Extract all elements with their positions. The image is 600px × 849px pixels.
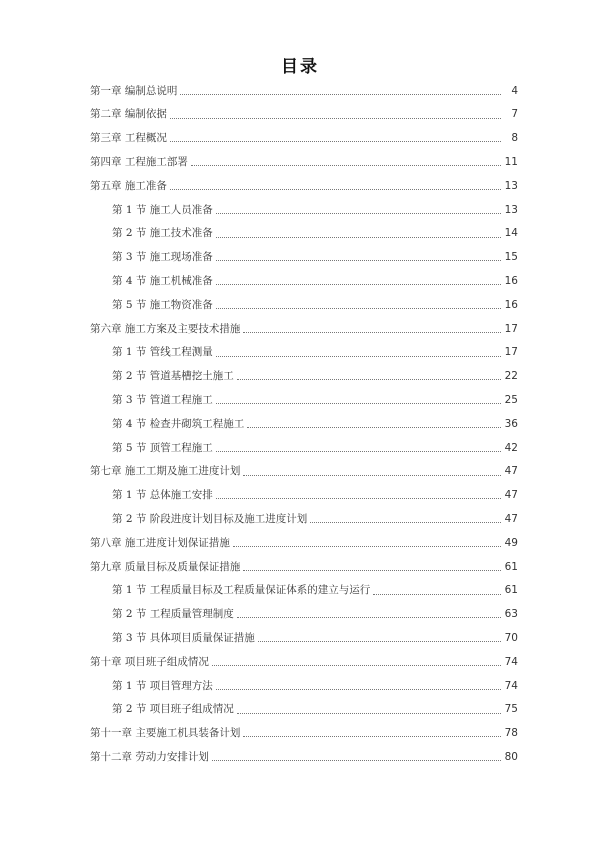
dot-leader (216, 307, 501, 309)
toc-entry-page-number: 47 (504, 465, 518, 478)
toc-entry-label: 第 1 节 项目管理方法 (112, 679, 213, 692)
toc-section-entry[interactable] (90, 626, 518, 650)
dot-leader (243, 474, 501, 476)
toc-entry-page-number: 80 (504, 750, 518, 763)
dot-leader (216, 497, 501, 499)
toc-chapter-entry[interactable] (90, 174, 518, 198)
toc-entry-label: 第十章 项目班子组成情况 (90, 655, 209, 668)
dot-leader (216, 236, 501, 238)
dot-leader (212, 759, 501, 761)
dot-leader (373, 593, 501, 595)
toc-entry-label: 第 3 节 具体项目质量保证措施 (112, 631, 255, 644)
toc-entry-label: 第五章 施工准备 (90, 179, 167, 192)
toc-section-entry[interactable] (90, 698, 518, 722)
dot-leader (180, 93, 501, 95)
toc-entry-label: 第 2 节 工程质量管理制度 (112, 608, 234, 621)
toc-section-entry[interactable] (90, 603, 518, 627)
toc-section-entry[interactable] (90, 507, 518, 531)
toc-chapter-entry[interactable] (90, 79, 518, 103)
dot-leader (247, 426, 501, 428)
dot-leader (216, 450, 501, 452)
dot-leader (237, 378, 501, 380)
toc-chapter-entry[interactable] (90, 722, 518, 746)
toc-entry-page-number: 61 (504, 560, 518, 573)
dot-leader (216, 402, 501, 404)
toc-section-entry[interactable] (90, 484, 518, 508)
toc-entry-page-number: 13 (504, 203, 518, 216)
toc-entry-page-number: 16 (504, 298, 518, 311)
dot-leader (170, 140, 501, 142)
toc-section-entry[interactable] (90, 222, 518, 246)
toc-section-entry[interactable] (90, 388, 518, 412)
toc-entry-page-number: 17 (504, 346, 518, 359)
toc-chapter-entry[interactable] (90, 460, 518, 484)
toc-entry-page-number: 74 (504, 655, 518, 668)
toc-chapter-entry[interactable] (90, 103, 518, 127)
dot-leader (243, 331, 501, 333)
toc-section-entry[interactable] (90, 674, 518, 698)
toc-section-entry[interactable] (90, 436, 518, 460)
toc-chapter-entry[interactable] (90, 555, 518, 579)
toc-entry-page-number: 16 (504, 275, 518, 288)
toc-section-entry[interactable] (90, 412, 518, 436)
dot-leader (237, 712, 501, 714)
toc-entry-label: 第 2 节 管道基槽挖土施工 (112, 370, 234, 383)
toc-chapter-entry[interactable] (90, 745, 518, 769)
toc-entry-page-number: 74 (504, 679, 518, 692)
table-of-contents (90, 79, 518, 769)
toc-entry-page-number: 7 (511, 108, 518, 121)
toc-entry-label: 第十一章 主要施工机具装备计划 (90, 727, 241, 740)
toc-entry-page-number: 13 (504, 179, 518, 192)
toc-entry-page-number: 25 (504, 394, 518, 406)
toc-chapter-entry[interactable] (90, 531, 518, 555)
toc-entry-label: 第三章 工程概况 (90, 132, 167, 145)
dot-leader (216, 259, 501, 261)
dot-leader (216, 355, 501, 357)
toc-entry-label: 第 4 节 检查井砌筑工程施工 (112, 417, 245, 430)
toc-entry-page-number: 78 (504, 727, 518, 740)
toc-entry-page-number: 8 (511, 132, 518, 145)
dot-leader (216, 688, 501, 690)
toc-entry-page-number: 47 (504, 512, 518, 525)
dot-leader (310, 521, 501, 523)
toc-entry-label: 第 2 节 阶段进度计划目标及施工进度计划 (112, 512, 308, 525)
toc-entry-label: 第 1 节 管线工程测量 (112, 346, 213, 359)
toc-entry-label: 第 5 节 施工物资准备 (112, 298, 213, 311)
toc-entry-label: 第七章 施工工期及施工进度计划 (90, 465, 241, 478)
toc-chapter-entry[interactable] (90, 150, 518, 174)
toc-entry-page-number: 17 (504, 322, 518, 335)
dot-leader (258, 640, 501, 642)
toc-entry-page-number: 70 (504, 631, 518, 644)
toc-entry-label: 第 1 节 工程质量目标及工程质量保证体系的建立与运行 (112, 584, 371, 597)
toc-entry-page-number: 11 (504, 156, 518, 169)
toc-entry-label: 第十二章 劳动力安排计划 (90, 750, 209, 763)
toc-entry-label: 第九章 质量目标及质量保证措施 (90, 560, 241, 573)
toc-entry-label: 第 1 节 总体施工安排 (112, 489, 213, 502)
dot-leader (212, 664, 501, 666)
toc-chapter-entry[interactable] (90, 127, 518, 151)
dot-leader (233, 545, 501, 547)
toc-entry-page-number: 75 (504, 703, 518, 716)
toc-entry-page-number: 14 (504, 227, 518, 240)
page-title: 目录 (281, 57, 319, 77)
toc-section-entry[interactable] (90, 198, 518, 222)
toc-entry-page-number: 49 (504, 536, 518, 549)
toc-section-entry[interactable] (90, 365, 518, 389)
toc-entry-page-number: 42 (504, 441, 518, 454)
toc-entry-label: 第 5 节 顶管工程施工 (112, 441, 213, 454)
toc-entry-page-number: 22 (504, 370, 518, 383)
toc-entry-page-number: 4 (511, 84, 518, 97)
toc-entry-label: 第 3 节 施工现场准备 (112, 251, 213, 264)
dot-leader (216, 283, 501, 285)
toc-entry-label: 第 2 节 施工技术准备 (112, 227, 213, 240)
toc-section-entry[interactable] (90, 246, 518, 270)
toc-entry-label: 第二章 编制依据 (90, 108, 167, 121)
dot-leader (243, 735, 501, 737)
dot-leader (243, 569, 501, 571)
dot-leader (191, 164, 501, 166)
dot-leader (170, 117, 501, 119)
dot-leader (170, 188, 501, 190)
toc-chapter-entry[interactable] (90, 650, 518, 674)
toc-entry-page-number: 36 (504, 417, 518, 430)
toc-section-entry[interactable] (90, 341, 518, 365)
toc-entry-label: 第一章 编制总说明 (90, 84, 178, 97)
toc-section-entry[interactable] (90, 293, 518, 317)
toc-entry-label: 第八章 施工进度计划保证措施 (90, 536, 230, 549)
toc-section-entry[interactable] (90, 579, 518, 603)
toc-entry-label: 第四章 工程施工部署 (90, 156, 188, 169)
dot-leader (237, 616, 501, 618)
toc-entry-page-number: 61 (504, 584, 518, 597)
toc-entry-page-number: 15 (504, 251, 518, 264)
toc-section-entry[interactable] (90, 269, 518, 293)
toc-entry-page-number: 63 (504, 608, 518, 621)
toc-entry-label: 第 2 节 项目班子组成情况 (112, 703, 234, 716)
toc-entry-label: 第 4 节 施工机械准备 (112, 275, 213, 288)
dot-leader (216, 212, 501, 214)
toc-chapter-entry[interactable] (90, 317, 518, 341)
toc-entry-label: 第六章 施工方案及主要技术措施 (90, 322, 241, 335)
toc-entry-label: 第 1 节 施工人员准备 (112, 203, 213, 216)
toc-entry-page-number: 47 (504, 489, 518, 502)
toc-entry-label: 第 3 节 管道工程施工 (112, 394, 213, 406)
